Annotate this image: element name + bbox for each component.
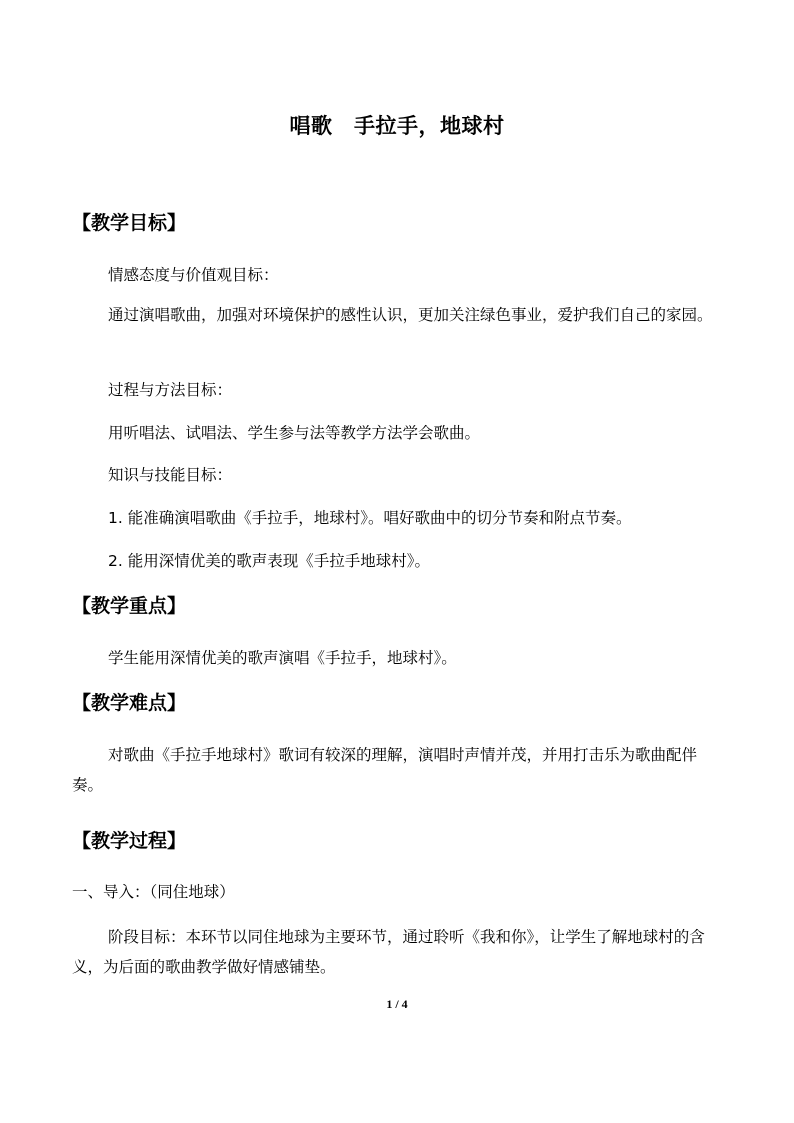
skill-goal-label: 知识与技能目标： bbox=[108, 466, 233, 484]
skill-goal-item-2: 2. 能用深情优美的歌声表现《手拉手地球村》。 bbox=[108, 552, 430, 570]
heading-difficulties: 【教学难点】 bbox=[72, 692, 187, 714]
heading-teaching-process: 【教学过程】 bbox=[72, 830, 187, 852]
document-title: 唱歌 手拉手，地球村 bbox=[289, 114, 505, 138]
page-number: 1 / 4 bbox=[386, 997, 408, 1011]
key-points-text: 学生能用深情优美的歌声演唱《手拉手，地球村》。 bbox=[108, 649, 457, 667]
difficulties-text: 对歌曲《手拉手地球村》歌词有较深的理解，演唱时声情并茂，并用打击乐为歌曲配伴奏。 bbox=[72, 746, 698, 794]
process-step-1-label: 一、导入：（同住地球） bbox=[72, 883, 235, 901]
emotion-goal-label: 情感态度与价值观目标： bbox=[108, 266, 279, 284]
skill-goal-item-1: 1. 能准确演唱歌曲《手拉手，地球村》。唱好歌曲中的切分节奏和附点节奏。 bbox=[108, 509, 632, 527]
process-step-1-text: 阶段目标：本环节以同住地球为主要环节，通过聆听《我和你》，让学生了解地球村的含义，为后面的歌曲教学做好情感铺垫。 bbox=[72, 928, 705, 976]
emotion-goal-text: 通过演唱歌曲，加强对环境保护的感性认识，更加关注绿色事业，爱护我们自己的家园。 bbox=[108, 306, 713, 324]
heading-key-points: 【教学重点】 bbox=[72, 595, 187, 617]
heading-teaching-goals: 【教学目标】 bbox=[72, 212, 187, 234]
process-goal-label: 过程与方法目标： bbox=[108, 381, 233, 399]
process-goal-text: 用听唱法、试唱法、学生参与法等教学方法学会歌曲。 bbox=[108, 424, 481, 442]
